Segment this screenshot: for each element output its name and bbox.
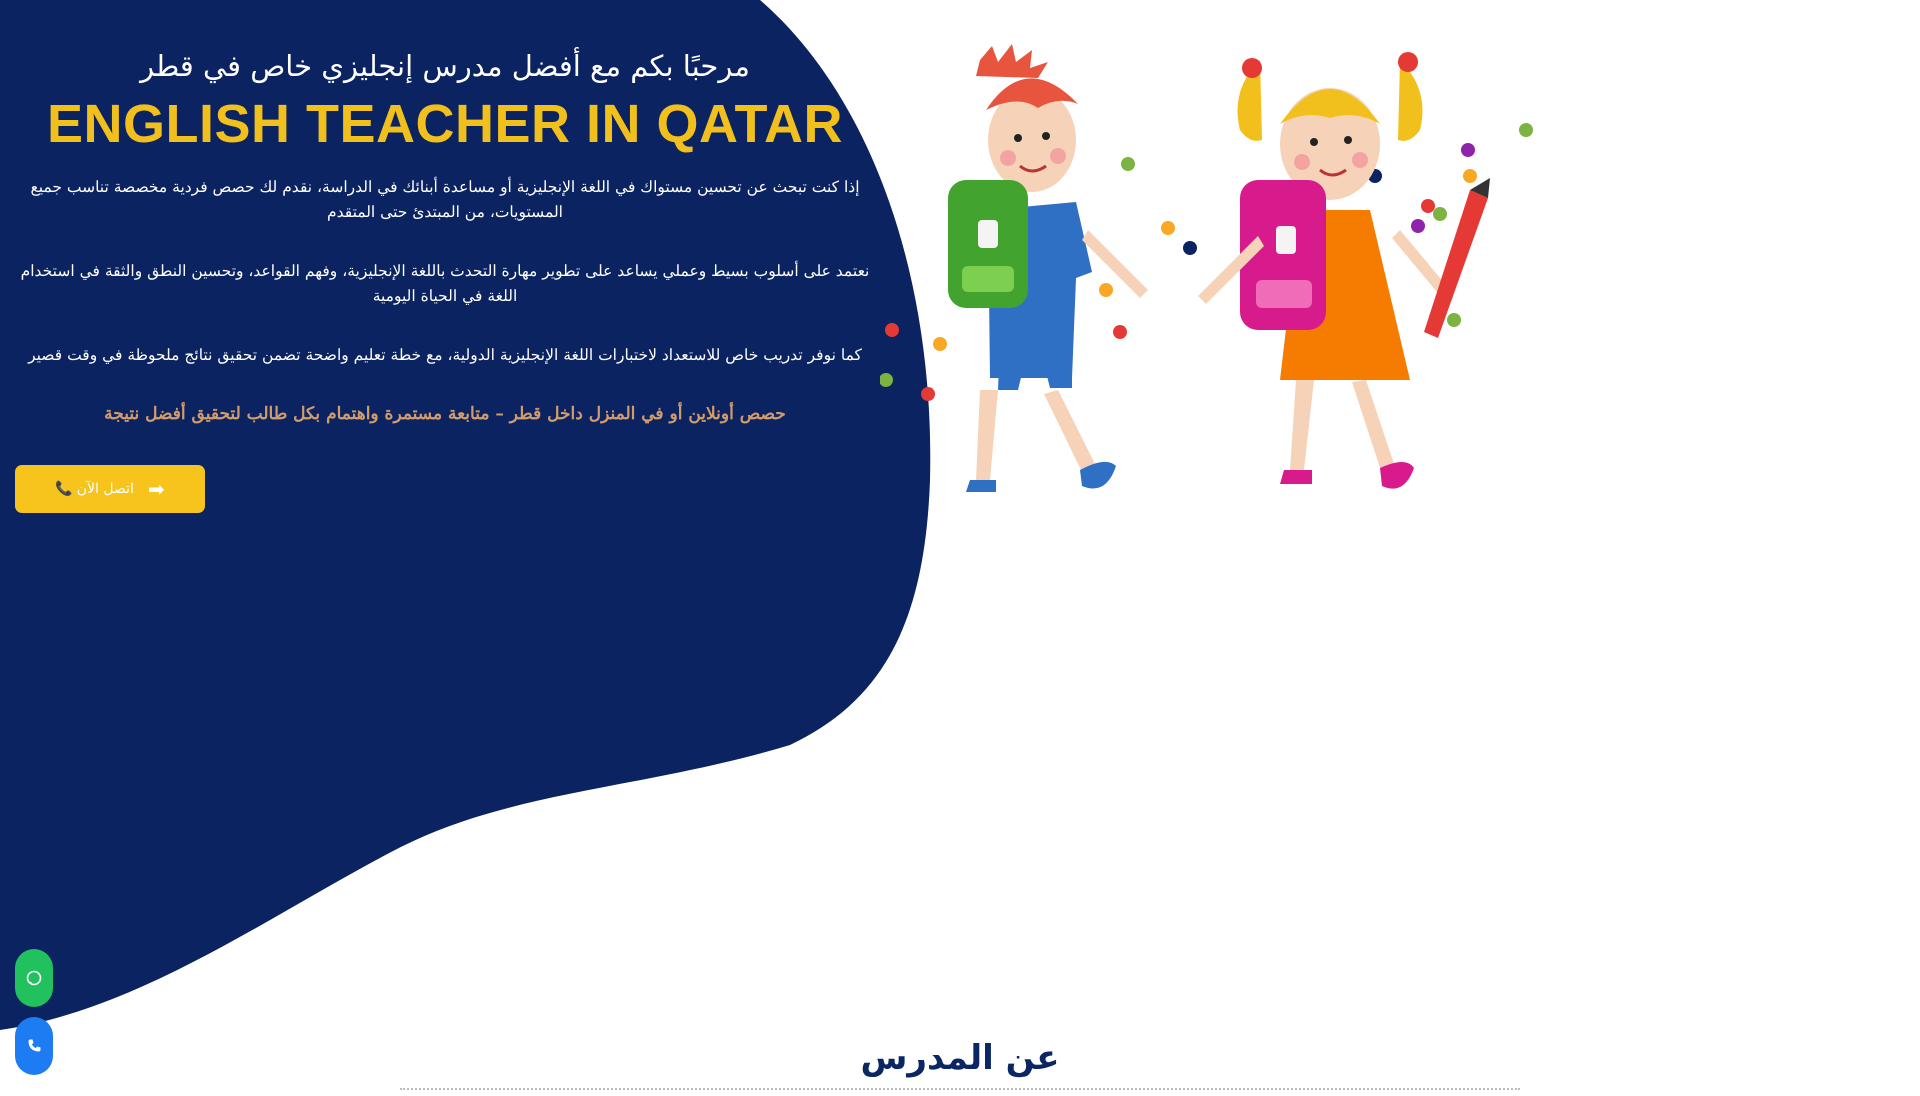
hero-paragraph-2: نعتمد على أسلوب بسيط وعملي يساعد على تطوير مهارة التحدث باللغة الإنجليزية، وفهم القواعد، وتحسين النطق والثقة في استخدام اللغة في الحياة اليومية — [20, 262, 870, 305]
about-text-cutoff — [400, 1088, 1520, 1096]
phone-icon — [26, 1038, 42, 1054]
call-now-content — [55, 481, 134, 497]
hero-title: ENGLISH TEACHER IN QATAR — [46, 94, 843, 154]
call-now-button[interactable] — [15, 465, 205, 513]
hero-greeting: مرحبًا بكم مع أفضل مدرس إنجليزي خاص في قطر — [140, 49, 750, 83]
hero-highlight: حصص أونلاين أو في المنزل داخل قطر – متابعة مستمرة واهتمام بكل طالب لتحقيق أفضل نتيجة — [104, 404, 786, 424]
hero-paragraph-3: كما نوفر تدريب خاص للاستعداد لاختبارات اللغة الإنجليزية الدولية، مع خطة تعليم واضحة تضمن تحقيق نتائج ملحوظة في وقت قصير — [28, 346, 862, 364]
kids-illustration — [880, 40, 1540, 510]
girl-figure — [1198, 52, 1490, 489]
hero-paragraph-1: إذا كنت تبحث عن تحسين مستواك في اللغة الإنجليزية أو مساعدة أبنائك في الدراسة، نقدم لك حصص فردية مخصصة تناسب جميع المستويات، من المبتدئ حتى المتقدم — [30, 178, 860, 221]
boy-figure — [948, 44, 1148, 492]
about-section-title: عن المدرس — [860, 1038, 1060, 1078]
phone-emoji-icon: 📞 — [55, 481, 73, 497]
whatsapp-floating-button[interactable] — [15, 949, 53, 1007]
arrow-right-icon: ➡ — [147, 477, 165, 501]
phone-floating-button[interactable] — [15, 1017, 53, 1075]
whatsapp-icon — [26, 970, 42, 986]
call-now-label: اتصل الآن — [76, 481, 134, 497]
